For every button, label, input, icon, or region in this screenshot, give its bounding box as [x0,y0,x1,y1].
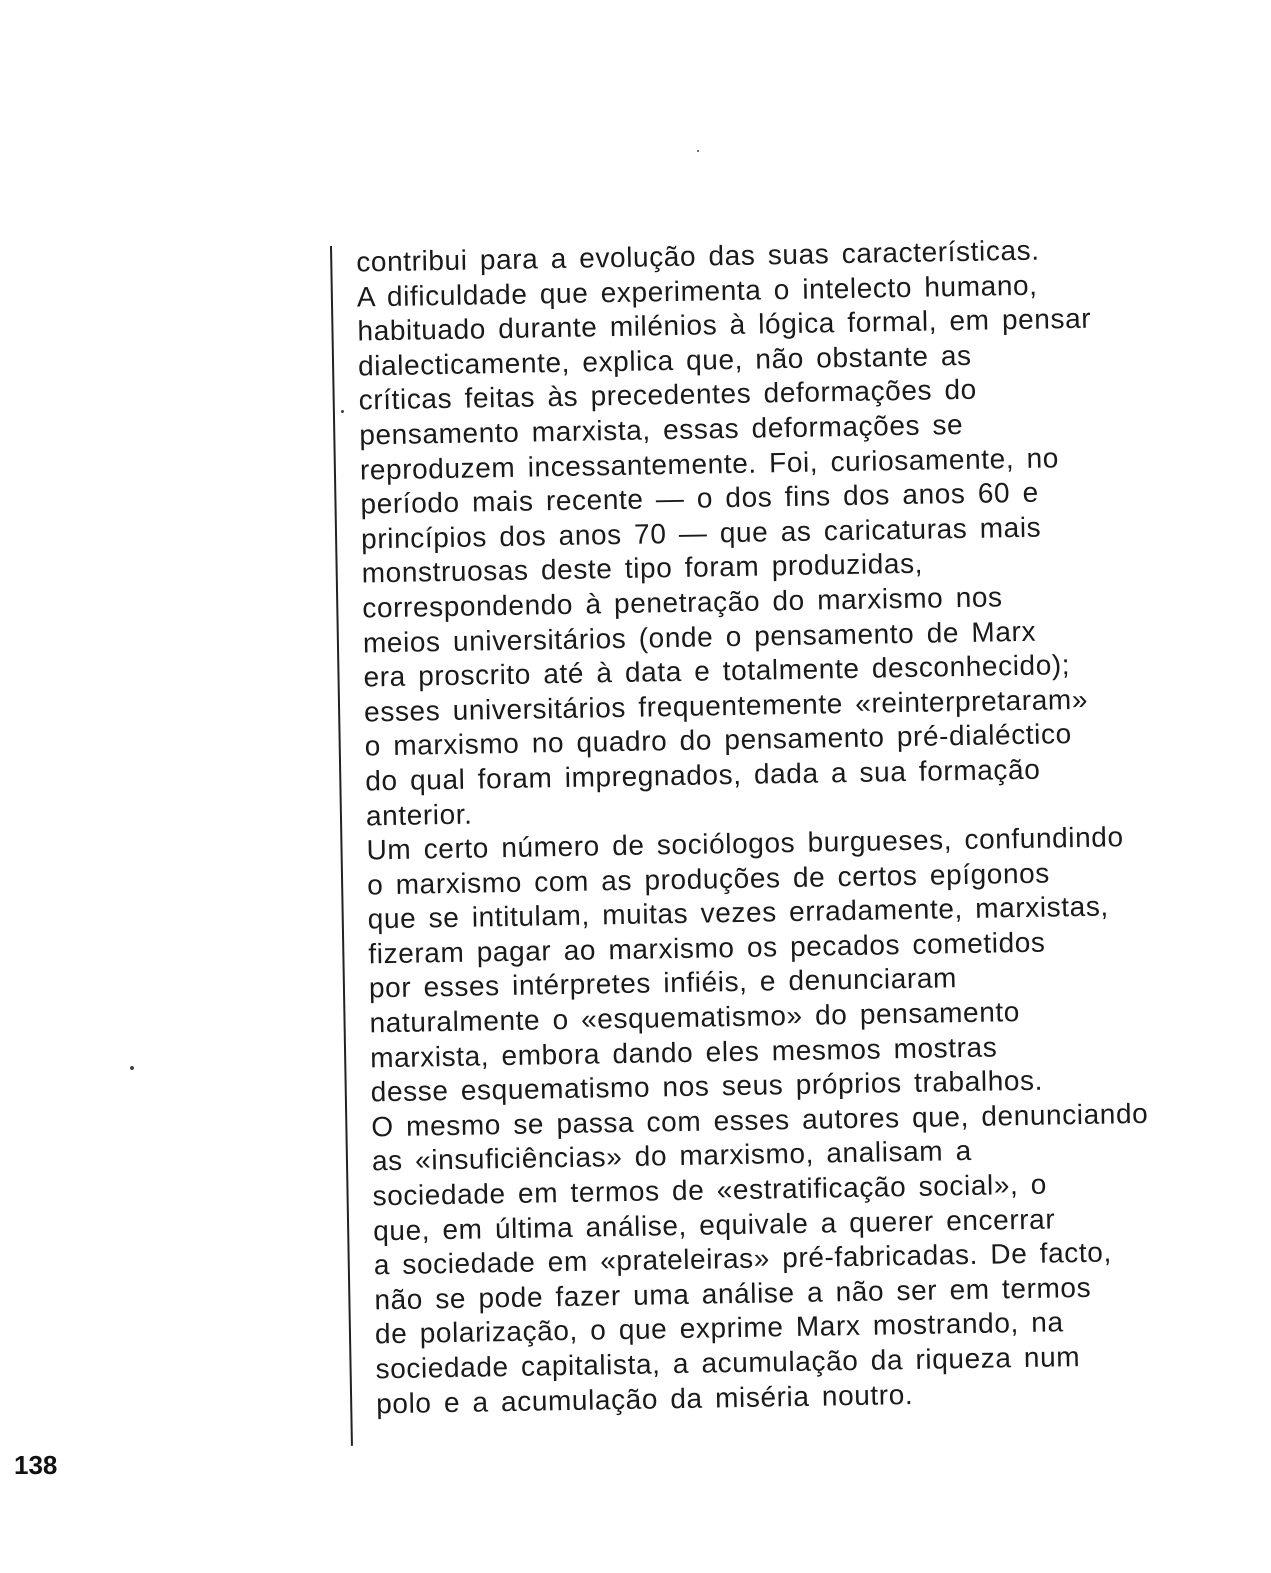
text-line: contribui para a evolução das suas características. [356,234,1040,278]
text-line: Um certo número de sociólogos burgueses, confundindo [366,821,1124,866]
text-line: que se intitulam, muitas vezes erradamente, marxistas, [367,890,1110,935]
text-line: princípios dos anos 70 — que as caricaturas mais [360,511,1042,555]
scan-speck [697,150,699,152]
text-line: fizeram pagar ao marxismo os pecados cometidos [368,926,1046,970]
text-line: correspondendo à penetração do marxismo nos [362,581,1003,624]
text-line: era proscrito até à data e totalmente desconhecido); [363,649,1071,693]
text-line: as «insuficiências» do marxismo, analisam a [371,1135,972,1177]
text-line: anterior. [365,798,473,831]
text-line: O mesmo se passa com esses autores que, denunciando [371,1097,1149,1143]
text-line: dialecticamente, explica que, não obstante as [357,339,972,382]
text-line: que, em última análise, equivale a querer encerrar [372,1203,1056,1247]
text-line: sociedade capitalista, a acumulação da riqueza num [375,1341,1081,1385]
text-line: desse esquematismo nos seus próprios trabalhos. [370,1064,1044,1108]
text-line: a sociedade em «prateleiras» pré-fabricadas. De facto, [373,1236,1113,1281]
text-line: por esses intérpretes infiéis, e denunciaram [368,962,958,1004]
text-line: o marxismo no quadro do pensamento pré-dialéctico [364,718,1072,762]
text-line: o marxismo com as produções de certos epígonos [366,857,1051,901]
text-line: marxista, embora dando eles mesmos mostras [369,1031,998,1074]
scan-speck [130,1066,134,1070]
body-text [330,231,1231,1446]
text-line: não se pode fazer uma análise a não ser em termos [374,1271,1092,1316]
text-line: esses universitários frequentemente «reinterpretaram» [363,683,1089,728]
text-line: pensamento marxista, essas deformações se [359,408,964,451]
text-line: polo e a acumulação da miséria noutro. [375,1378,914,1419]
text-line: naturalmente o «esquematismo» do pensamento [369,996,1021,1039]
text-line: do qual foram impregnados, dada a sua formação [365,753,1041,797]
text-line: reproduzem incessantemente. Foi, curiosamente, no [359,441,1060,486]
text-line: habituado durante milénios à lógica formal, em pensar [357,302,1092,347]
text-line: meios universitários (onde o pensamento de Marx [362,615,1037,659]
text-line: monstruosas deste tipo foram produzidas, [361,548,924,589]
text-line: A dificuldade que experimenta o intelecto humano, [356,269,1038,313]
text-line: críticas feitas às precedentes deformações do [358,374,978,416]
page-number: 138 [14,1450,58,1480]
text-line: de polarização, o que exprime Marx mostrando, na [374,1306,1064,1350]
text-line: sociedade em termos de «estratificação social», o [372,1168,1048,1212]
text-line: período mais recente — o dos fins dos anos 60 e [360,476,1040,520]
